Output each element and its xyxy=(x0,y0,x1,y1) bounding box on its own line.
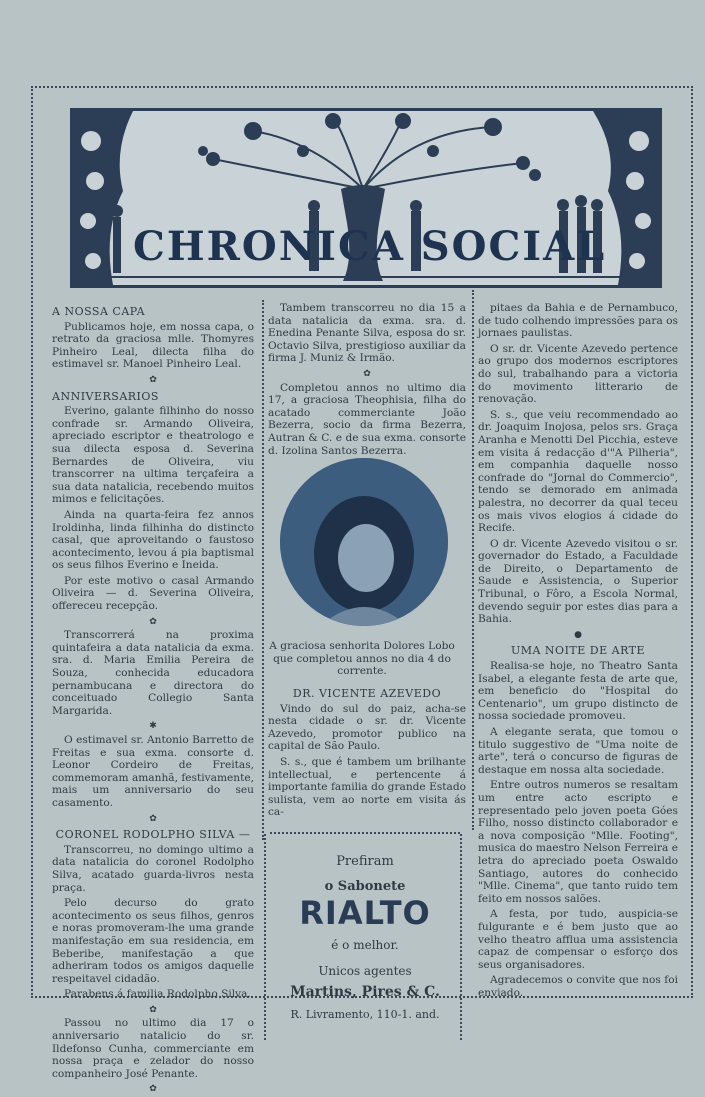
ad-line: Unicos agentes xyxy=(318,964,412,978)
paragraph: O sr. dr. Vicente Azevedo pertence ao grupo dos modernos escriptores do sul, trabalhando para a victoria do movimento litterario de renovação. xyxy=(478,342,678,406)
paragraph: O dr. Vicente Azevedo visitou o sr. governador do Estado, a Faculdade de Direito, o Departamento de Saude e Assistencia, o Superior Tribunal, o Fôro, a Escola Normal, devendo seguir por estes dias para a Bahia. xyxy=(478,537,678,626)
separator-ornament: ✿ xyxy=(149,616,157,627)
column-middle-lower xyxy=(268,684,466,822)
section-heading: ANNIVERSARIOS xyxy=(52,389,159,403)
paragraph: A festa, por tudo, auspicia-se fulgurante e é bem justo que ao velho theatro afflua uma assistencia capaz de compensar o esforço dos seus organisadores. xyxy=(478,908,678,971)
ad-line: o Sabonete xyxy=(324,879,406,894)
paragraph: Transcorrerá na proxima quintafeira a data natalicia da exma. sra. d. Maria Emilia Pereira de Souza, conhecida educadora pernambucana e directora do conceituado Collegio Santa Margarida. xyxy=(52,629,254,717)
separator-ornament: ✿ xyxy=(149,1004,157,1015)
paragraph: Tambem transcorreu no dia 15 a data natalicia da exma. sra. d. Enedina Penante Silva, esposa do sr. Octavio Silva, prestigioso auxiliar da firma J. Muniz & Irmão. xyxy=(268,302,466,365)
paragraph: Passou no ultimo dia 17 o anniversario natalicio do sr. Ildefonso Cunha, commerciante em nossa praça e zelador do nosso companheiro José Penante. xyxy=(52,1017,254,1080)
column-right xyxy=(478,302,678,1002)
paragraph: S. s., que veiu recommendado ao dr. Joaquim Inojosa, pelos srs. Graça Aranha e Menotti Del Picchia, esteve em visita á redacção d'"A Pilheria", em companhia daquelle nosso confrade do "Jornal do Commercio", tendo se demorado em animada palestra, no decorrer da qual teceu os mais vivos elogios á cidade do Recife. xyxy=(478,408,678,535)
paragraph: Realisa-se hoje, no Theatro Santa Isabel, a elegante festa de arte que, em beneficio do "Hospital do Centenario", um grupo distincto de nossa sociedade promoveu. xyxy=(478,660,678,723)
section-heading: DR. VICENTE AZEVEDO xyxy=(292,687,442,700)
paragraph: Por este motivo o casal Armando Oliveira — d. Severina Oliveira, offereceu recepção. xyxy=(52,574,254,613)
paragraph: Everino, galante filhinho do nosso confrade sr. Armando Oliveira, apreciado escriptor e theatrologo e sua dilecta esposa d. Severina Bernardes de Oliveira, viu transcorrer na ultima terçafeira a sua data natalicia, recebendo muitos mimos e felicitações. xyxy=(52,405,254,506)
separator-ornament: ✿ xyxy=(363,368,371,379)
ad-divider xyxy=(264,834,266,1040)
column-divider xyxy=(472,290,474,830)
ad-brand: RIALTO xyxy=(299,894,431,932)
column-middle xyxy=(268,302,466,474)
portrait-caption: A graciosa senhorita Dolores Lobo que completou annos no dia 4 do corrente. xyxy=(269,640,455,678)
separator-ornament: ● xyxy=(574,629,582,640)
ad-address: R. Livramento, 110-1. and. xyxy=(290,1008,440,1021)
ad-line: é o melhor. xyxy=(331,938,399,952)
paragraph: O estimavel sr. Antonio Barretto de Freitas e sua exma. consorte d. Leonor Cordeiro de Freitas, commemoram amanhã, festivamente, mais um anniversario do seu casamento. xyxy=(52,734,254,809)
paragraph: Entre outros numeros se resaltam um entre acto escripto e representado pelo joven poeta Góes Filho, nosso distincto collaborador e a nova composição "Mlle. Footing", musica do maestro Nelson Ferreira e letra do apreciado poeta Oswaldo Santiago, autores do conhecido "Mlle. Cinema", que tanto ruido tem feito em nossos salões. xyxy=(478,779,678,905)
paragraph: Agradecemos o convite que nos foi enviado. xyxy=(478,974,678,999)
paragraph: Pelo decurso do grato acontecimento os seus filhos, genros e noras promoveram-lhe uma grande manifestação em sua residencia, em Beberibe, manifestação a que adheriram todos os amigos daquelle respeitavel cidadão. xyxy=(52,897,254,985)
portrait-photo xyxy=(280,458,448,626)
ad-agents: Martins, Pires & C. xyxy=(290,984,440,1000)
paragraph: Transcorreu, no domingo ultimo a data natalicia do coronel Rodolpho Silva, acatado guarda-livros nesta praça. xyxy=(52,843,254,894)
paragraph: Ainda na quarta-feira fez annos Iroldinha, linda filhinha do distincto casal, que aproveitando o faustoso acontecimento, levou á pia baptismal os seus filhos Everino e Ineida. xyxy=(52,508,254,572)
paragraph: S. s., que é tambem um brilhante intellectual, e pertencente á importante familia do grande Estado sulista, vem ao norte em visita ás ca- xyxy=(268,755,466,819)
separator-ornament: ✿ xyxy=(149,374,157,385)
paragraph: Completou annos no ultimo dia 17, a graciosa Theophisia, filha do acatado commerciante João Bezerra, socio da firma Bezerra, Autran & C. e de sua exma. consorte d. Izolina Santos Bezerra. xyxy=(268,381,466,457)
header-banner xyxy=(70,108,662,288)
column-left xyxy=(52,302,254,1097)
paragraph: pitaes da Bahia e de Pernambuco, de tudo colhendo impressões para os jornaes paulistas. xyxy=(478,302,678,340)
paragraph: Vindo do sul do paiz, acha-se nesta cidade o sr. dr. Vicente Azevedo, promotor publico na capital de São Paulo. xyxy=(268,702,466,753)
separator-ornament: ✿ xyxy=(149,813,157,824)
ad-divider xyxy=(460,834,462,1040)
banner-title: CHRONICA SOCIAL xyxy=(133,223,607,270)
ad-line: Prefiram xyxy=(336,854,394,869)
column-divider xyxy=(262,300,264,840)
paragraph: Publicamos hoje, em nossa capa, o retrato da graciosa mlle. Thomyres Pinheiro Leal, dilecta filha do estimavel sr. Manoel Pinheiro Leal. xyxy=(52,320,254,371)
paragraph: A elegante serata, que tomou o titulo suggestivo de "Uma noite de arte", terá o concurso de figuras de destaque em nossa alta sociedade. xyxy=(478,726,678,776)
section-heading: CORONEL RODOLPHO SILVA — xyxy=(55,828,251,842)
section-heading: UMA NOITE DE ARTE xyxy=(510,644,646,658)
rialto-soap-ad xyxy=(270,832,460,1044)
separator-ornament: ✿ xyxy=(149,1084,157,1095)
separator-ornament: ✱ xyxy=(149,721,157,732)
paragraph: Parabens á familia Rodolpho Silva. xyxy=(64,988,251,1001)
section-heading: A NOSSA CAPA xyxy=(52,305,146,318)
